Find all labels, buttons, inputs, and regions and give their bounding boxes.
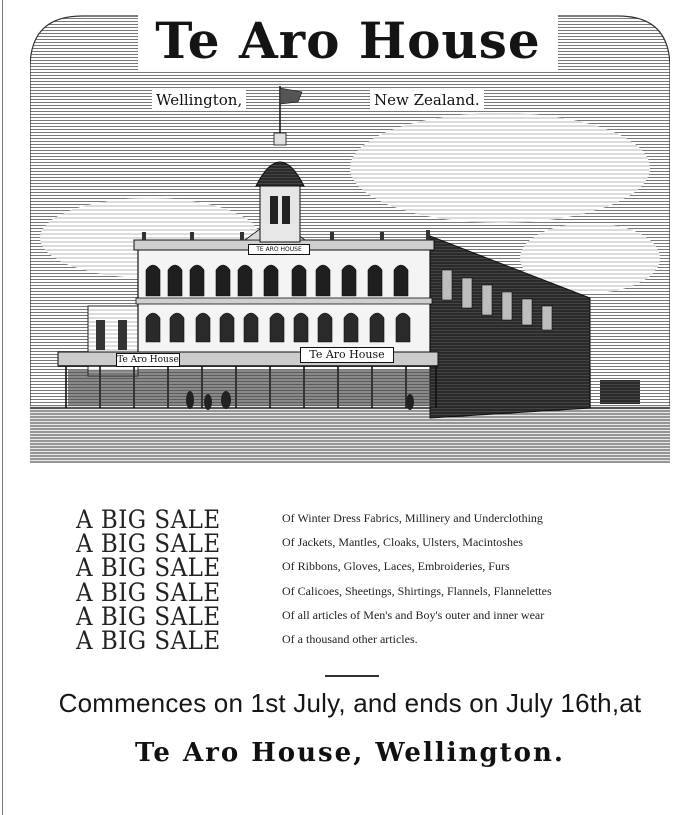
sale-heading: A BIG SALE (76, 529, 221, 559)
sale-row (76, 625, 636, 655)
sale-item-text: Of Winter Dress Fabrics, Millinery and Underclothing (282, 511, 543, 525)
sale-item-text: Of Jackets, Mantles, Cloaks, Ulsters, Macintoshes (282, 535, 523, 550)
masthead-title (138, 12, 558, 70)
sale-item-text: Of a thousand other articles. (282, 631, 418, 646)
sale-dates-text: Commences on 1st July, and ends on July 16th,at (58, 688, 642, 718)
place-label-city: Wellington, (152, 90, 246, 110)
store-name-title: Te Aro House (155, 11, 541, 70)
sale-heading: A BIG SALE (76, 625, 221, 655)
shop-sign-left: Te Aro House (117, 355, 179, 365)
sale-heading: A BIG SALE (76, 505, 221, 534)
sale-item-text: Of all articles of Men's and Boy's outer and inner wear (282, 607, 545, 622)
sale-heading: A BIG SALE (76, 601, 221, 631)
sale-item-text: Of Calicoes, Sheetings, Shirtings, Flannels, Flannelettes (282, 583, 552, 598)
sale-item-text: Of Ribbons, Gloves, Laces, Embroideries, Furs (282, 559, 510, 574)
store-building-engraving (30, 8, 670, 463)
shop-sign-right: Te Aro House (300, 347, 394, 363)
footer-store-name: Te Aro House, Wellington. (135, 738, 565, 768)
sale-heading: A BIG SALE (76, 577, 221, 607)
tower-sign: TE ARO HOUSE (248, 244, 310, 255)
sale-list (76, 505, 636, 655)
place-label-country: New Zealand. (370, 90, 484, 110)
section-divider (325, 675, 379, 677)
sale-heading: A BIG SALE (76, 553, 221, 583)
store-illustration (30, 8, 670, 463)
